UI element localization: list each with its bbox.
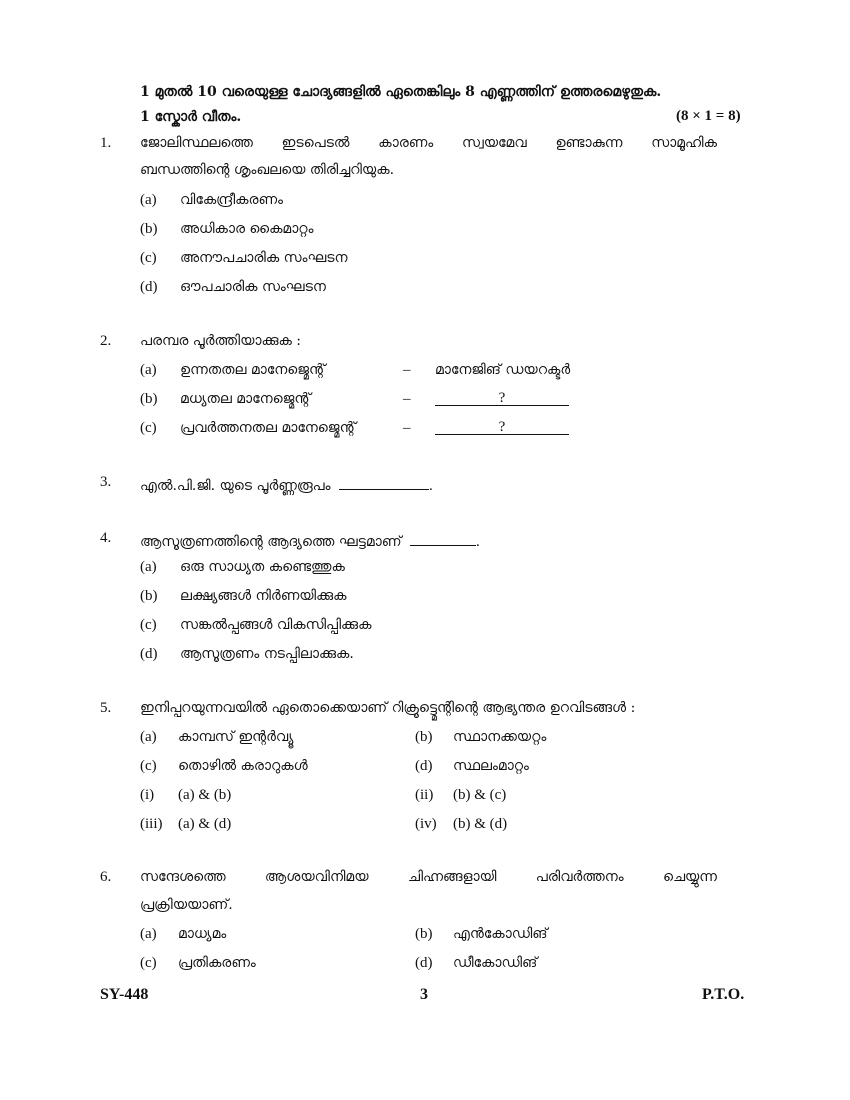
- q5-option-b-label: (b): [415, 729, 433, 745]
- q2-row-a-left: ഉന്നതതല മാനേജ്മെന്റ്: [180, 362, 326, 378]
- q6-option-c-label: (c): [140, 955, 157, 971]
- question-5-number: 5.: [100, 700, 112, 716]
- q5-option-a-label: (a): [140, 729, 157, 745]
- q5-option-d-label: (d): [415, 758, 433, 774]
- question-6-line-2: പ്രക്രിയയാണ്.: [140, 897, 233, 913]
- q2-row-c-left: പ്രവർത്തനതല മാനേജ്മെന്റ്: [180, 420, 357, 436]
- marks-allocation: (8 × 1 = 8): [676, 108, 741, 124]
- q4-option-d-text: ആസൂത്രണം നടപ്പിലാക്കുക.: [180, 646, 354, 662]
- q5-choice-iii-label: (iii): [140, 816, 163, 832]
- q2-row-c-blank: [435, 419, 569, 436]
- q1-word: ജോലിസ്ഥലത്തെ: [140, 135, 253, 151]
- q5-option-a-text: കാമ്പസ് ഇന്റർവ്യൂ: [178, 729, 294, 745]
- q2-row-b-right: ?: [435, 390, 569, 406]
- q1-option-c-text: അനൗപചാരിക സംഘടന: [180, 250, 348, 266]
- q6-word: ചെയ്യുന്ന: [662, 869, 717, 885]
- q5-option-b-text: സ്ഥാനക്കയറ്റം: [453, 729, 547, 745]
- question-3-number: 3.: [100, 474, 112, 490]
- q5-option-c-text: തൊഴിൽ കരാറുകൾ: [178, 758, 308, 774]
- q6-option-d-text: ഡീകോഡിങ്: [453, 955, 538, 971]
- q4-option-c-text: സങ്കൽപ്പങ്ങൾ വികസിപ്പിക്കുക: [180, 617, 372, 633]
- q5-choice-iv-text: (b) & (d): [453, 816, 508, 832]
- q6-word: ആശയവിനിമയ: [264, 869, 369, 885]
- q6-word: ചിഹ്നങ്ങളായി: [407, 869, 497, 885]
- q5-choice-i-label: (i): [140, 787, 155, 803]
- page-number: 3: [420, 986, 428, 1003]
- question-2-text: പരമ്പര പൂർത്തിയാക്കുക :: [140, 333, 302, 349]
- question-4-number: 4.: [100, 530, 112, 546]
- q1-option-d-text: ഔപചാരിക സംഘടന: [180, 279, 326, 295]
- q4-option-a-label: (a): [140, 559, 157, 575]
- question-6-line-1: [140, 869, 717, 885]
- q6-option-b-label: (b): [415, 926, 433, 942]
- instruction-line-2: 1 സ്കോർ വീതം.: [140, 109, 242, 125]
- question-1-line-2: ബന്ധത്തിന്റെ ശൃംഖലയെ തിരിച്ചറിയുക.: [140, 162, 395, 178]
- question-6-number: 6.: [100, 869, 112, 885]
- q2-row-b-dash: –: [403, 391, 411, 407]
- instruction-line-1: 1 മുതൽ 10 വരെയുള്ള ചോദ്യങ്ങളിൽ ഏതെങ്കിലും 8 എണ്ണത്തിന് ഉത്തരമെഴുതുക.: [140, 84, 662, 100]
- question-1-number: 1.: [100, 135, 112, 151]
- q1-word: സാമൂഹിക: [651, 135, 717, 151]
- q4-option-a-text: ഒരു സാധ്യത കണ്ടെത്തുക: [180, 559, 345, 575]
- q1-word: സ്വയമേവ: [462, 135, 527, 151]
- q4-option-b-label: (b): [140, 588, 158, 604]
- q5-choice-ii-text: (b) & (c): [453, 787, 507, 803]
- q1-option-d-label: (d): [140, 279, 158, 295]
- question-3-blank: [339, 474, 429, 490]
- q2-row-b-blank: [435, 390, 569, 407]
- q5-choice-ii-label: (ii): [415, 787, 434, 803]
- question-3-row: എൽ.പി.ജി. യുടെ പൂർണ്ണരൂപം .: [140, 474, 433, 495]
- question-4-text: ആസൂത്രണത്തിന്റെ ആദ്യത്തെ ഘട്ടമാണ്: [140, 534, 402, 550]
- q6-word: സന്ദേശത്തെ: [140, 869, 226, 885]
- q1-option-a-text: വികേന്ദ്രീകരണം: [180, 192, 283, 208]
- q2-row-a-right: മാനേജിങ് ഡയറക്ടർ: [435, 362, 571, 378]
- q1-option-a-label: (a): [140, 192, 157, 208]
- q1-word: ഇടപെടൽ: [281, 135, 350, 151]
- paper-code: SY-448: [100, 986, 149, 1003]
- q2-row-b-left: മധ്യതല മാനേജ്മെന്റ്: [180, 391, 311, 407]
- q5-choice-i-text: (a) & (b): [178, 787, 232, 803]
- q2-row-a-dash: –: [403, 362, 411, 378]
- q4-option-c-label: (c): [140, 617, 157, 633]
- question-5-text: ഇനിപ്പറയുന്നവയിൽ ഏതൊക്കെയാണ് റിക്രൂട്ട്മെന്റിന്റെ ആഭ്യന്തര ഉറവിടങ്ങൾ :: [140, 700, 636, 716]
- q1-word: കാരണം: [378, 135, 434, 151]
- q2-row-a-label: (a): [140, 362, 157, 378]
- q6-option-b-text: എൻകോഡിങ്: [453, 926, 548, 942]
- question-1-line-1: [140, 135, 717, 151]
- q6-option-a-label: (a): [140, 926, 157, 942]
- q6-option-a-text: മാധ്യമം: [178, 926, 227, 942]
- q2-row-c-right: ?: [435, 419, 569, 435]
- q5-option-c-label: (c): [140, 758, 157, 774]
- q1-word: ഉണ്ടാകുന്ന: [555, 135, 623, 151]
- q2-row-b-label: (b): [140, 391, 158, 407]
- q1-option-c-label: (c): [140, 250, 157, 266]
- q6-word: പരിവർത്തനം: [535, 869, 624, 885]
- q5-choice-iii-text: (a) & (d): [178, 816, 232, 832]
- q2-row-c-dash: –: [403, 420, 411, 436]
- question-4-blank: [410, 530, 476, 546]
- question-4-row: ആസൂത്രണത്തിന്റെ ആദ്യത്തെ ഘട്ടമാണ് .: [140, 530, 480, 551]
- q1-option-b-text: അധികാര കൈമാറ്റം: [180, 221, 314, 237]
- q6-option-c-text: പ്രതികരണം: [178, 955, 256, 971]
- q5-option-d-text: സ്ഥലംമാറ്റം: [453, 758, 529, 774]
- q6-option-d-label: (d): [415, 955, 433, 971]
- q5-choice-iv-label: (iv): [415, 816, 437, 832]
- q2-row-c-label: (c): [140, 420, 157, 436]
- q4-option-d-label: (d): [140, 646, 158, 662]
- q4-option-b-text: ലക്ഷ്യങ്ങൾ നിർണയിക്കുക: [180, 588, 347, 604]
- please-turn-over: P.T.O.: [702, 986, 745, 1003]
- question-2-number: 2.: [100, 333, 112, 349]
- q1-option-b-label: (b): [140, 221, 158, 237]
- question-3-text: എൽ.പി.ജി. യുടെ പൂർണ്ണരൂപം: [140, 478, 331, 494]
